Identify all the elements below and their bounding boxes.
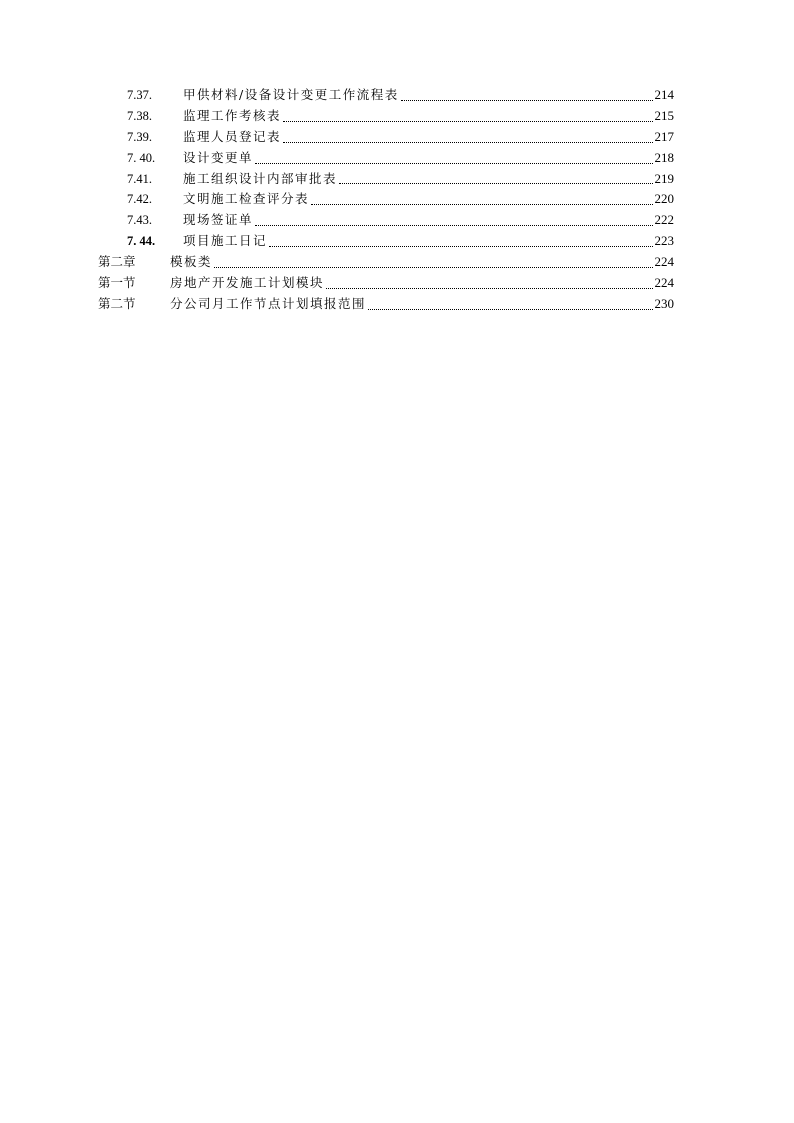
toc-entry-page: 220 (654, 191, 674, 207)
toc-entry[interactable] (98, 189, 674, 210)
toc-entry-number: 7. 44. (127, 234, 156, 249)
toc-entry-number: 第二节 (98, 295, 136, 311)
toc-dot-leader (326, 273, 652, 294)
toc-entry-page: 223 (654, 233, 674, 249)
toc-entry-number: 7. 40. (127, 150, 156, 165)
toc-entry-number: 7.42. (127, 192, 152, 207)
toc-entry-title: 甲供材料/设备设计变更工作流程表 (183, 86, 399, 102)
toc-dot-leader (283, 106, 652, 127)
toc-section-entry[interactable] (98, 294, 674, 315)
toc-entry-page: 219 (654, 170, 674, 186)
toc-entry-page: 214 (654, 86, 674, 102)
toc-entry-number: 7.38. (127, 108, 152, 123)
toc-dot-leader (255, 210, 652, 231)
toc-entry-number: 7.43. (127, 213, 152, 228)
toc-entry[interactable] (98, 148, 674, 169)
toc-entry-title: 设计变更单 (183, 149, 254, 165)
toc-entry-page: 230 (654, 295, 674, 311)
toc-entry[interactable] (98, 210, 674, 231)
toc-entry-title: 分公司月工作节点计划填报范围 (170, 295, 367, 311)
toc-entry-number: 7.37. (127, 87, 152, 102)
toc-dot-leader (214, 252, 652, 273)
toc-entry[interactable] (98, 231, 674, 252)
toc-entry-title: 施工组织设计内部审批表 (183, 170, 338, 186)
toc-dot-leader (339, 168, 652, 189)
toc-dot-leader (269, 231, 652, 252)
toc-dot-leader (368, 294, 652, 315)
toc-entry-page: 224 (654, 254, 674, 270)
toc-entry-number: 第一节 (98, 275, 136, 290)
toc-dot-leader (283, 127, 652, 148)
toc-entry-number: 7.39. (127, 129, 152, 144)
toc-entry-page: 222 (654, 212, 674, 228)
toc-entry-title: 项目施工日记 (183, 233, 268, 249)
toc-dot-leader (311, 189, 652, 210)
toc-entry-title: 文明施工检查评分表 (183, 191, 310, 207)
toc-entry-page: 224 (654, 275, 674, 290)
table-of-contents (98, 85, 674, 315)
toc-entry-title: 监理工作考核表 (183, 107, 282, 123)
toc-dot-leader (255, 148, 652, 169)
toc-entry[interactable] (98, 127, 674, 148)
toc-entry-page: 215 (654, 107, 674, 123)
toc-entry[interactable] (98, 106, 674, 127)
toc-dot-leader (401, 85, 653, 106)
toc-entry-number: 7.41. (127, 171, 152, 186)
toc-entry-page: 218 (654, 149, 674, 165)
toc-entry-title: 模板类 (170, 254, 213, 270)
toc-entry[interactable] (98, 169, 674, 190)
toc-chapter-entry[interactable] (98, 252, 674, 273)
toc-entry-title: 房地产开发施工计划模块 (170, 275, 325, 290)
toc-section-entry[interactable] (98, 273, 674, 294)
toc-entry-page: 217 (654, 128, 674, 144)
toc-entry[interactable] (98, 85, 674, 106)
toc-entry-title: 现场签证单 (183, 212, 254, 228)
toc-entry-number: 第二章 (98, 254, 136, 270)
toc-entry-title: 监理人员登记表 (183, 128, 282, 144)
